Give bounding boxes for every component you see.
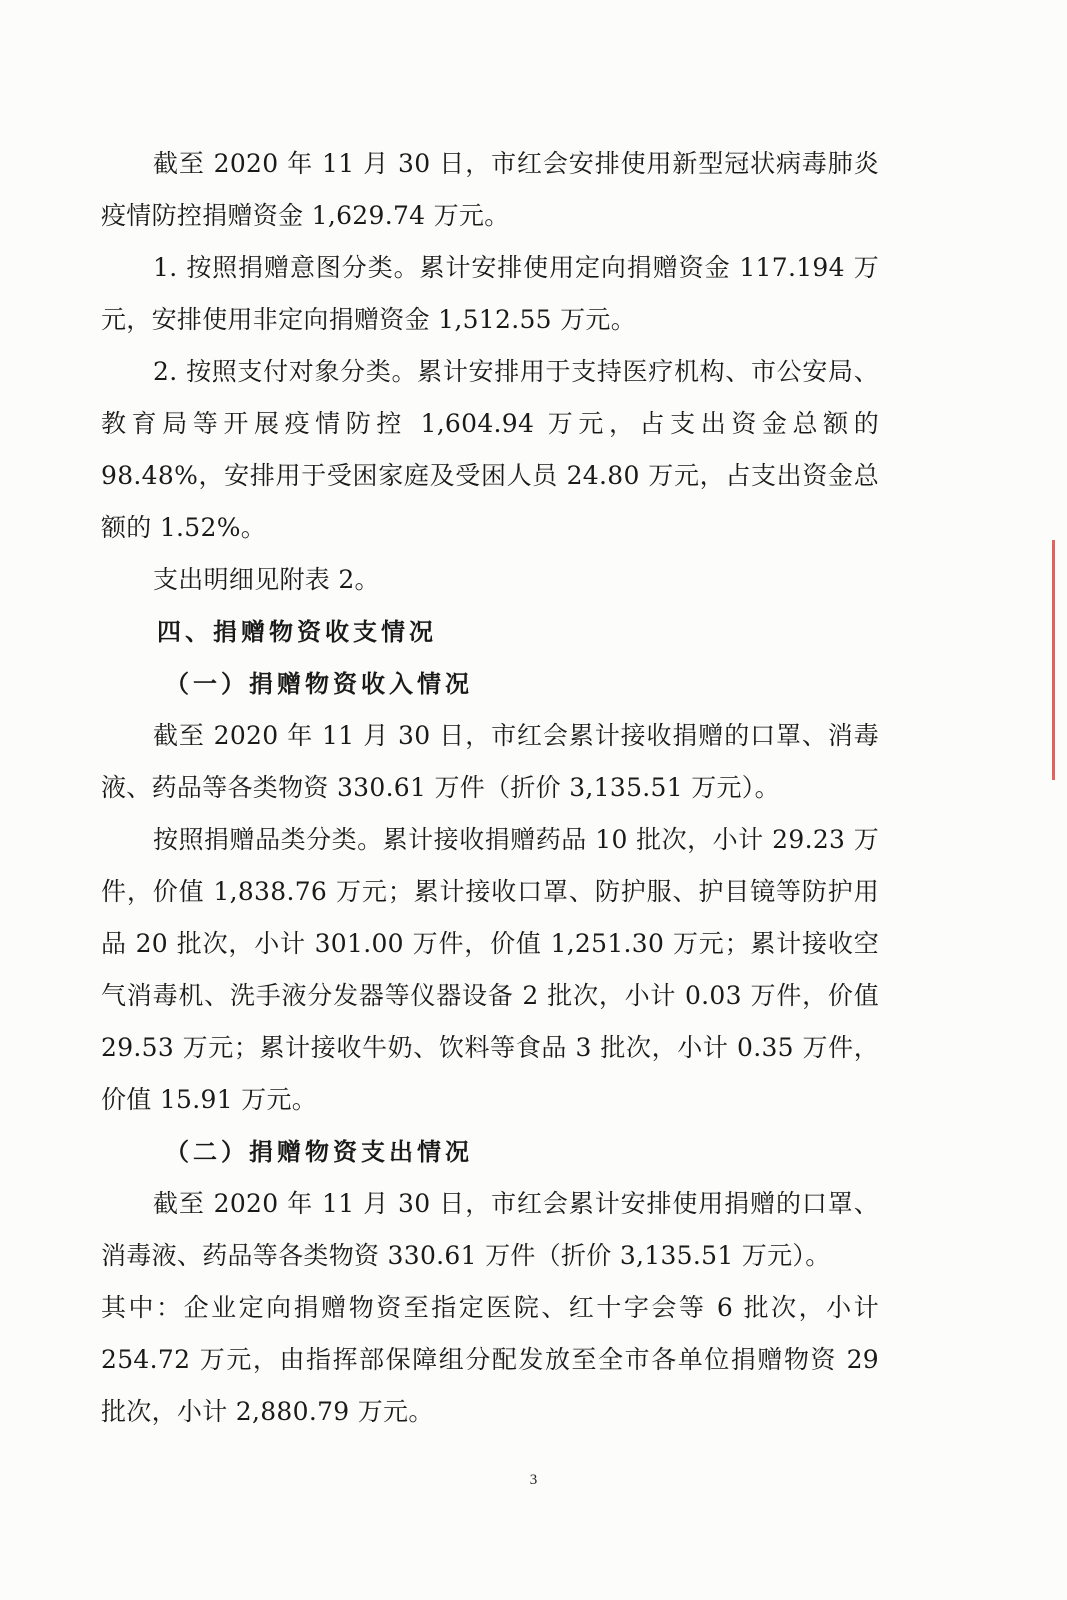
section-heading-donated-goods: 四、捐赠物资收支情况 [157, 618, 437, 646]
subsection-heading-goods-expense: （二）捐赠物资支出情况 [165, 1138, 473, 1166]
page-number: 3 [529, 1472, 538, 1488]
subsection-heading-goods-income: （一）捐赠物资收入情况 [165, 670, 473, 698]
paragraph-by-donation-intent: 1. 按照捐赠意图分类。累计安排使用定向捐赠资金 117.194 万元，安排使用非定向捐赠资金 1,512.55 万元。 [101, 253, 879, 334]
paragraph-funds-total: 截至 2020 年 11 月 30 日，市红会安排使用新型冠状病毒肺炎疫情防控捐赠资金 1,629.74 万元。 [101, 149, 879, 230]
paragraph-goods-income-total: 截至 2020 年 11 月 30 日，市红会累计接收捐赠的口罩、消毒液、药品等各类物资 330.61 万件（折价 3,135.51 万元）。 [101, 721, 879, 802]
paragraph-goods-expense-total: 截至 2020 年 11 月 30 日，市红会累计安排使用捐赠的口罩、消毒液、药品等各类物资 330.61 万件（折价 3,135.51 万元）。 [101, 1189, 879, 1270]
paragraph-expense-details-note: 支出明细见附表 2。 [153, 565, 380, 594]
paragraph-goods-by-category: 按照捐赠品类分类。累计接收捐赠药品 10 批次，小计 29.23 万件，价值 1,838.76 万元；累计接收口罩、防护服、护目镜等防护用品 20 批次，小计 301.00 万件，价值 1,251.30 万元；累计接收空气消毒机、洗手液分发器等仪器设备 2 批次，小计 0.03 万件，价值 29.53 万元；累计接收牛奶、饮料等食品 3 批次，小计 0.35 万件，价值 15.91 万元。 [101, 825, 879, 1114]
paragraph-goods-expense-breakdown: 其中：企业定向捐赠物资至指定医院、红十字会等 6 批次，小计 254.72 万元，由指挥部保障组分配发放至全市各单位捐赠物资 29 批次，小计 2,880.79 万元。 [101, 1293, 879, 1426]
stamp-edge-mark [1044, 540, 1055, 780]
document-body [101, 138, 879, 1438]
paragraph-by-payment-target: 2. 按照支付对象分类。累计安排用于支持医疗机构、市公安局、教育局等开展疫情防控 1,604.94 万元，占支出资金总额的 98.48%，安排用于受困家庭及受困人员 24.80 万元，占支出资金总额的 1.52%。 [101, 357, 879, 542]
